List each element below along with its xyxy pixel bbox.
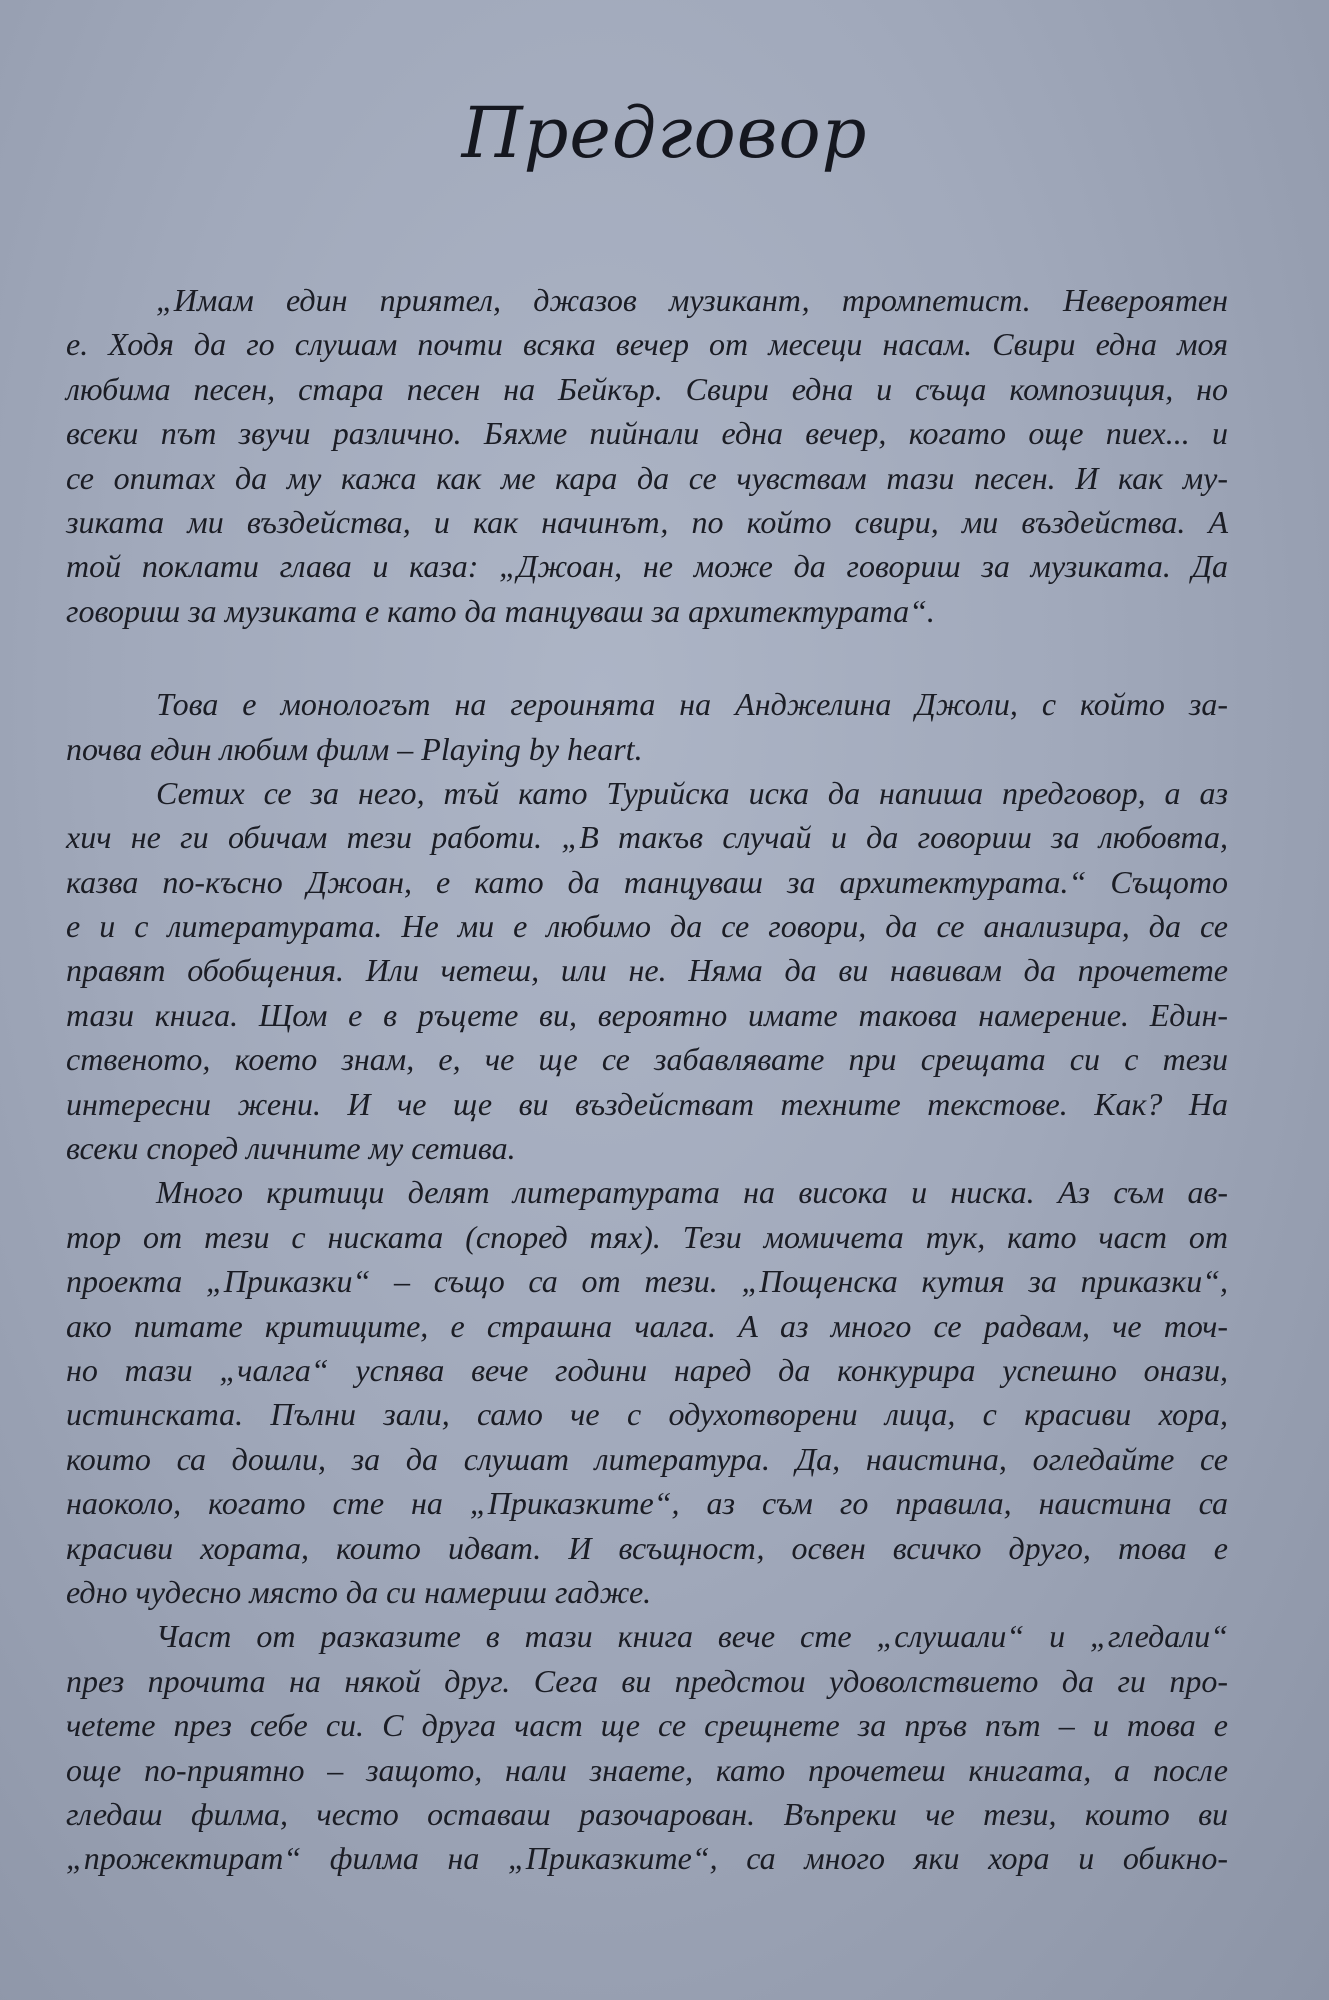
paragraph [66,682,1228,771]
text-line: той поклати глава и каза: „Джоан, не може да говориш за музиката. Да [66,548,1228,585]
paragraph [66,278,1228,633]
text-line: „Имам един приятел, джазов музикант, тромпетист. Невероятен [156,282,1228,318]
text-line: още по-приятно – защото, нали знаете, като прочетеш книгата, а после [66,1751,1228,1788]
text-line: е. Ходя да го слушам почти всяка вечер от месеци насам. Свири една моя [66,326,1228,363]
text-line: „прожектират“ филма на „Приказките“, са много яки хора и обикно- [66,1840,1228,1877]
text-line: Част от разказите в тази книга вече сте „слушали“ и „гледали“ [156,1618,1228,1655]
text-line: любима песен, стара песен на Бейкър. Свири една и съща композиция, но [66,370,1228,407]
paragraph [66,1170,1228,1614]
text-line: тор от тези с ниската (според тях). Тези момичета тук, като част от [66,1218,1228,1255]
text-line: Сетих се за него, тъй като Турийска иска да напиша предговор, а аз [156,774,1228,811]
text-line: гледаш филма, често оставаш разочарован. Въпреки че тези, които ви [66,1795,1228,1832]
chapter-title: Предговор [461,92,868,174]
text-line: които са дошли, за да слушат литература. Да, наистина, огледайте се [66,1440,1228,1477]
text-line: зиката ми въздейства, и как начинът, по който свири, ми въздейства. А [66,503,1228,540]
text-line: правят обобщения. Или четеш, или не. Няма да ви навивам да прочетете [66,952,1228,989]
text-line: но тази „чалга“ успява вече години наред да конкурира успешно онази, [66,1351,1228,1388]
text-line: почва един любим филм – Playing by heart. [66,730,643,767]
text-line: чetете през себе си. С друга част ще се срещнете за пръв път – и това е [66,1707,1228,1744]
body-text [66,278,1228,1881]
text-line: всеки според личните му сетива. [66,1130,516,1167]
text-line: се опитах да му кажа как ме кара да се чувствам тази песен. И как му- [66,459,1228,496]
text-line: истинската. Пълни зали, само че с одухотворени лица, с красиви хора, [66,1396,1228,1433]
paragraph [66,1614,1228,1880]
text-line: едно чудесно място да си намериш гадже. [66,1573,652,1610]
paragraph-gap [66,633,1228,682]
text-line: хич не ги обичам тези работи. „В такъв случай и да говориш за любовта, [66,819,1228,856]
text-line: проекта „Приказки“ – също са от тези. „Пощенска кутия за приказки“, [66,1263,1228,1300]
text-line: красиви хората, които идват. И всъщност, освен всичко друго, това е [66,1529,1228,1566]
text-line: казва по-късно Джоан, е като да танцуваш за архитектурата.“ Същото [66,863,1228,900]
text-line: ственото, което знам, е, че ще се забавлявате при срещата си с тези [66,1041,1228,1078]
text-line: е и с литературата. Не ми е любимо да се говори, да се анализира, да се [66,908,1228,945]
text-line: говориш за музиката е като да танцуваш за архитектурата“. [66,592,935,629]
text-line: наоколо, когато сте на „Приказките“, аз съм го правила, наистина са [66,1485,1228,1522]
text-line: Това е монологът на героинята на Анджелина Джоли, с който за- [156,686,1228,723]
paragraph [66,771,1228,1171]
text-line: през прочита на някой друг. Сега ви предстои удоволствието да ги про- [66,1662,1228,1699]
text-line: ако питате критиците, е страшна чалга. А аз много се радвам, че точ- [66,1307,1228,1344]
text-line: всеки път звучи различно. Бяхме пийнали една вечер, когато още пиех... и [66,415,1228,452]
text-line: интересни жени. И че ще ви въздействат техните текстове. Как? На [66,1085,1228,1122]
text-line: тази книга. Щом е в ръцете ви, вероятно имате такова намерение. Един- [66,996,1228,1033]
text-line: Много критици делят литературата на висока и ниска. Аз съм ав- [156,1174,1228,1211]
